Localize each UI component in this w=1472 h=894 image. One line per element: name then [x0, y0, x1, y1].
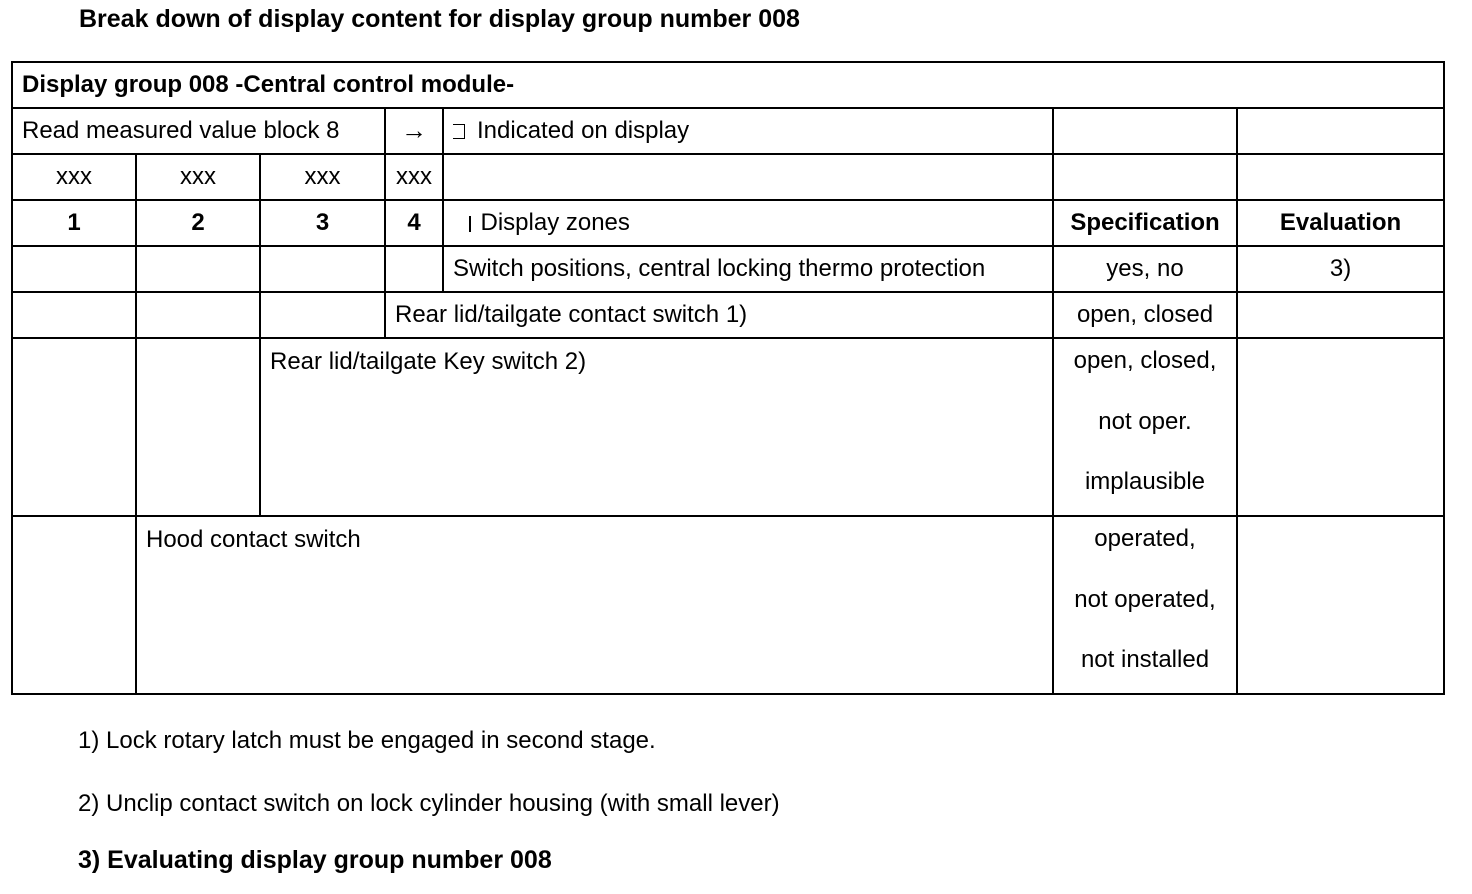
zone-number-1: 1 — [12, 200, 136, 246]
read-block-row — [12, 108, 1444, 154]
display-zones-header — [443, 200, 1053, 246]
spec-line: open, closed, — [1073, 347, 1217, 374]
indicated-on-display — [443, 108, 1053, 154]
xxx-zone-2: xxx — [136, 154, 260, 200]
arrow-right-icon: → — [385, 108, 443, 154]
zone-number-row — [12, 200, 1444, 246]
row-evaluation — [1237, 338, 1444, 516]
empty-cell — [260, 246, 385, 292]
spec-line: not operated, — [1074, 585, 1216, 613]
empty-cell — [12, 292, 136, 338]
footnote-2: 2) Unclip contact switch on lock cylinder housing (with small lever) — [78, 790, 780, 817]
indicated-label: Indicated on display — [477, 117, 690, 145]
display-zones-label: Display zones — [480, 209, 630, 237]
page-heading: Break down of display content for display group number 008 — [79, 5, 800, 33]
empty-cell — [1237, 108, 1444, 154]
row-evaluation — [1237, 516, 1444, 694]
evaluation-header: Evaluation — [1237, 200, 1444, 246]
table-row — [12, 292, 1444, 338]
empty-cell — [1053, 154, 1237, 200]
divider-mark-icon — [469, 216, 471, 232]
row-evaluation — [1237, 292, 1444, 338]
read-block-label: Read measured value block 8 — [12, 108, 385, 154]
table-title: Display group 008 -Central control module- — [12, 62, 1444, 108]
row-spec — [1053, 516, 1237, 694]
table-row — [12, 338, 1444, 516]
xxx-zone-3: xxx — [260, 154, 385, 200]
display-bracket-icon — [453, 124, 465, 139]
empty-cell — [1053, 108, 1237, 154]
specification-header: Specification — [1053, 200, 1237, 246]
spec-line: not oper. — [1098, 407, 1192, 435]
table-row — [12, 516, 1444, 694]
zone-number-4: 4 — [385, 200, 443, 246]
footnote-3: 3) Evaluating display group number 008 — [78, 846, 552, 874]
row-spec — [1053, 338, 1237, 516]
row-label: Rear lid/tailgate contact switch 1) — [385, 292, 1053, 338]
row-label: Switch positions, central locking thermo protection — [443, 246, 1053, 292]
empty-cell — [385, 246, 443, 292]
row-label: Hood contact switch — [136, 516, 1053, 694]
empty-cell — [1237, 154, 1444, 200]
footnote-1: 1) Lock rotary latch must be engaged in second stage. — [78, 727, 656, 754]
xxx-zone-1: xxx — [12, 154, 136, 200]
table-row — [12, 246, 1444, 292]
empty-cell — [12, 246, 136, 292]
row-spec: open, closed — [1053, 292, 1237, 338]
row-label: Rear lid/tailgate Key switch 2) — [260, 338, 1053, 516]
empty-cell — [443, 154, 1053, 200]
empty-cell — [136, 338, 260, 516]
row-evaluation: 3) — [1237, 246, 1444, 292]
table-title-row — [12, 62, 1444, 108]
empty-cell — [12, 516, 136, 694]
zone-number-3: 3 — [260, 200, 385, 246]
empty-cell — [136, 292, 260, 338]
empty-cell — [12, 338, 136, 516]
spec-line: operated, — [1094, 525, 1196, 552]
xxx-zone-4: xxx — [385, 154, 443, 200]
xxx-row — [12, 154, 1444, 200]
spec-line: implausible — [1084, 468, 1206, 496]
display-group-table — [11, 61, 1445, 695]
row-spec: yes, no — [1053, 246, 1237, 292]
empty-cell — [136, 246, 260, 292]
spec-line: not installed — [1080, 646, 1210, 674]
zone-number-2: 2 — [136, 200, 260, 246]
empty-cell — [260, 292, 385, 338]
